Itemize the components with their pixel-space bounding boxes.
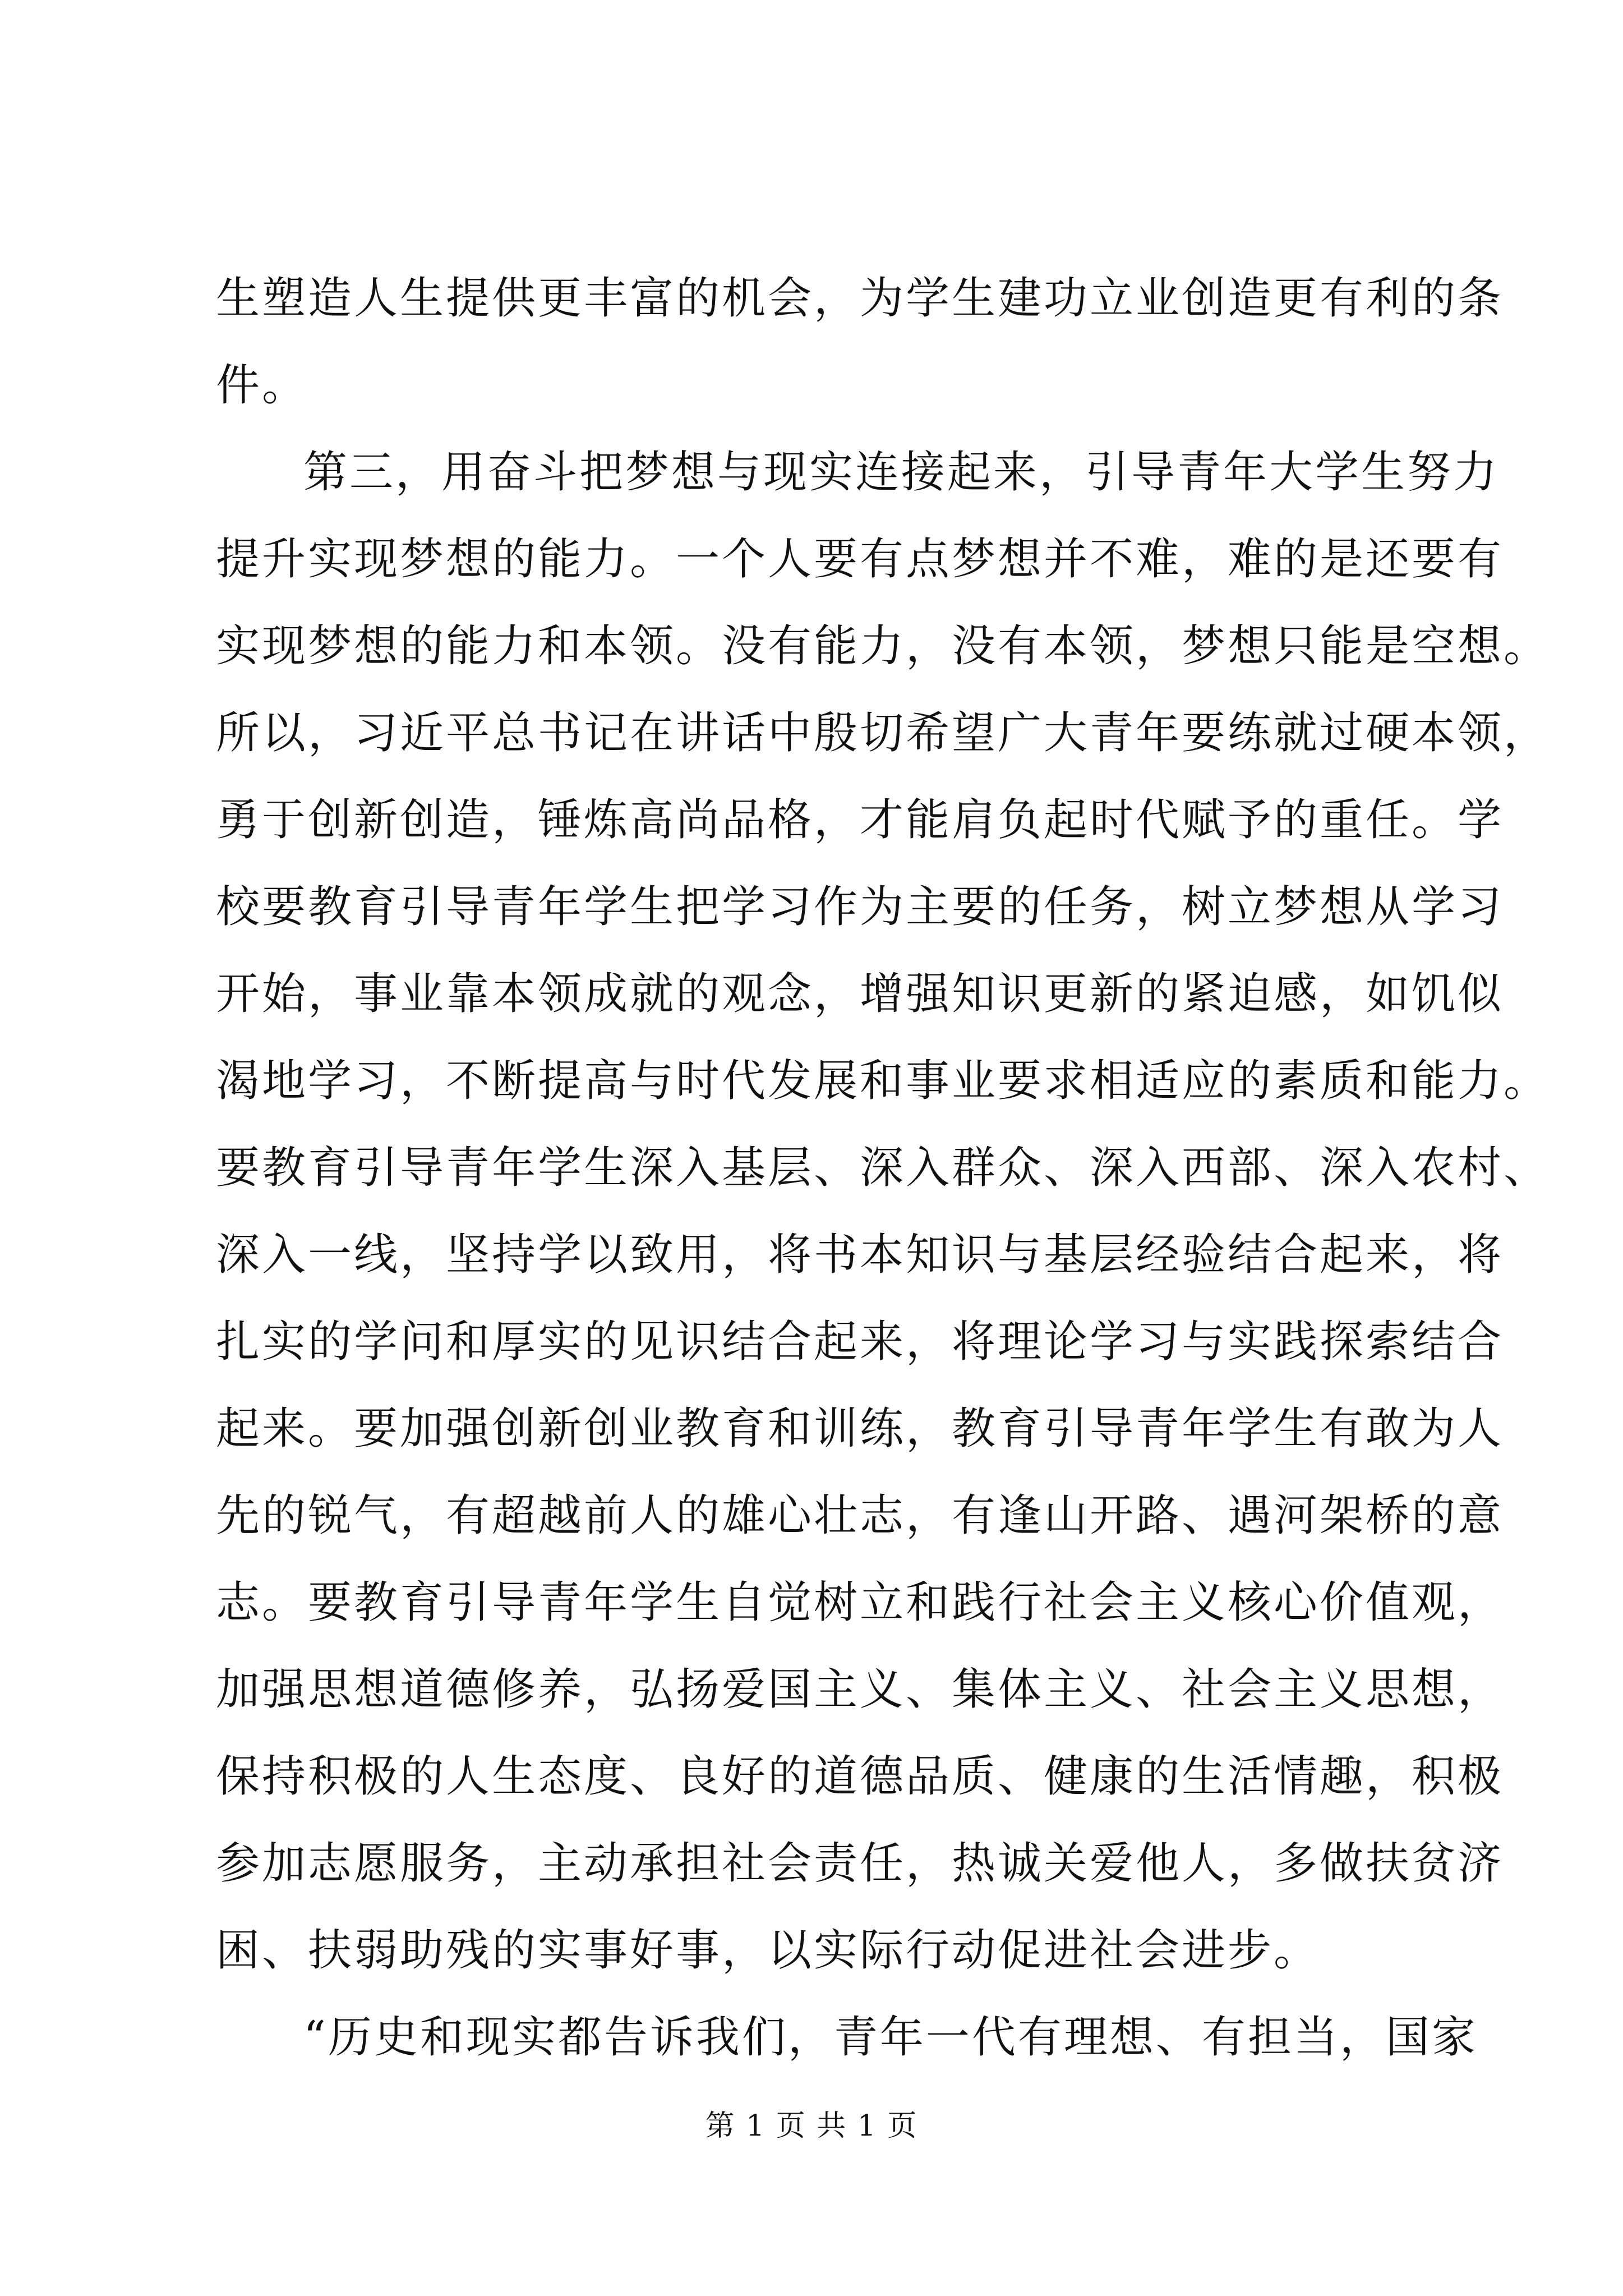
paragraph-first-line: 第三，用奋斗把梦想与现实连接起来，引导青年大学生努力 xyxy=(303,447,1500,498)
text-line: 加强思想道德修养，弘扬爱国主义、集体主义、社会主义思想， xyxy=(216,1664,1504,1715)
text-line: 起来。要加强创新创业教育和训练，教育引导青年学生有敢为人 xyxy=(216,1404,1504,1454)
text-line: 保持积极的人生态度、良好的道德品质、健康的生活情趣，积极 xyxy=(216,1751,1504,1802)
text-line: 先的锐气，有超越前人的雄心壮志，有逢山开路、遇河架桥的意 xyxy=(216,1490,1504,1541)
page-number: 第 1 页 共 1 页 xyxy=(705,2109,918,2143)
text-line: 生塑造人生提供更丰富的机会，为学生建功立业创造更有利的条 xyxy=(216,273,1504,324)
text-line: 件。 xyxy=(216,360,308,411)
text-line: 所以，习近平总书记在讲话中殷切希望广大青年要练就过硬本领， xyxy=(216,708,1550,758)
text-line: 勇于创新创造，锤炼高尚品格，才能肩负起时代赋予的重任。学 xyxy=(216,795,1504,845)
text-line: 困、扶弱助残的实事好事，以实际行动促进社会进步。 xyxy=(216,1925,1320,1976)
text-line: 扎实的学问和厚实的见识结合起来，将理论学习与实践探索结合 xyxy=(216,1317,1504,1367)
body-text xyxy=(216,255,1550,2081)
paragraph-first-line: “历史和现实都告诉我们，青年一代有理想、有担当，国家 xyxy=(303,2012,1478,2063)
text-line: 校要教育引导青年学生把学习作为主要的任务，树立梦想从学习 xyxy=(216,882,1504,932)
text-line: 参加志愿服务，主动承担社会责任，热诚关爱他人，多做扶贫济 xyxy=(216,1838,1504,1889)
text-line: 实现梦想的能力和本领。没有能力，没有本领，梦想只能是空想。 xyxy=(216,621,1550,671)
text-line: 深入一线，坚持学以致用，将书本知识与基层经验结合起来，将 xyxy=(216,1230,1504,1280)
text-line: 提升实现梦想的能力。一个人要有点梦想并不难，难的是还要有 xyxy=(216,534,1504,585)
text-line: 要教育引导青年学生深入基层、深入群众、深入西部、深入农村、 xyxy=(216,1143,1550,1193)
page-footer xyxy=(0,2106,1623,2146)
text-line: 渴地学习，不断提高与时代发展和事业要求相适应的素质和能力。 xyxy=(216,1056,1550,1106)
text-line: 开始，事业靠本领成就的观念，增强知识更新的紧迫感，如饥似 xyxy=(216,969,1504,1019)
text-line: 志。要教育引导青年学生自觉树立和践行社会主义核心价值观， xyxy=(216,1577,1504,1628)
